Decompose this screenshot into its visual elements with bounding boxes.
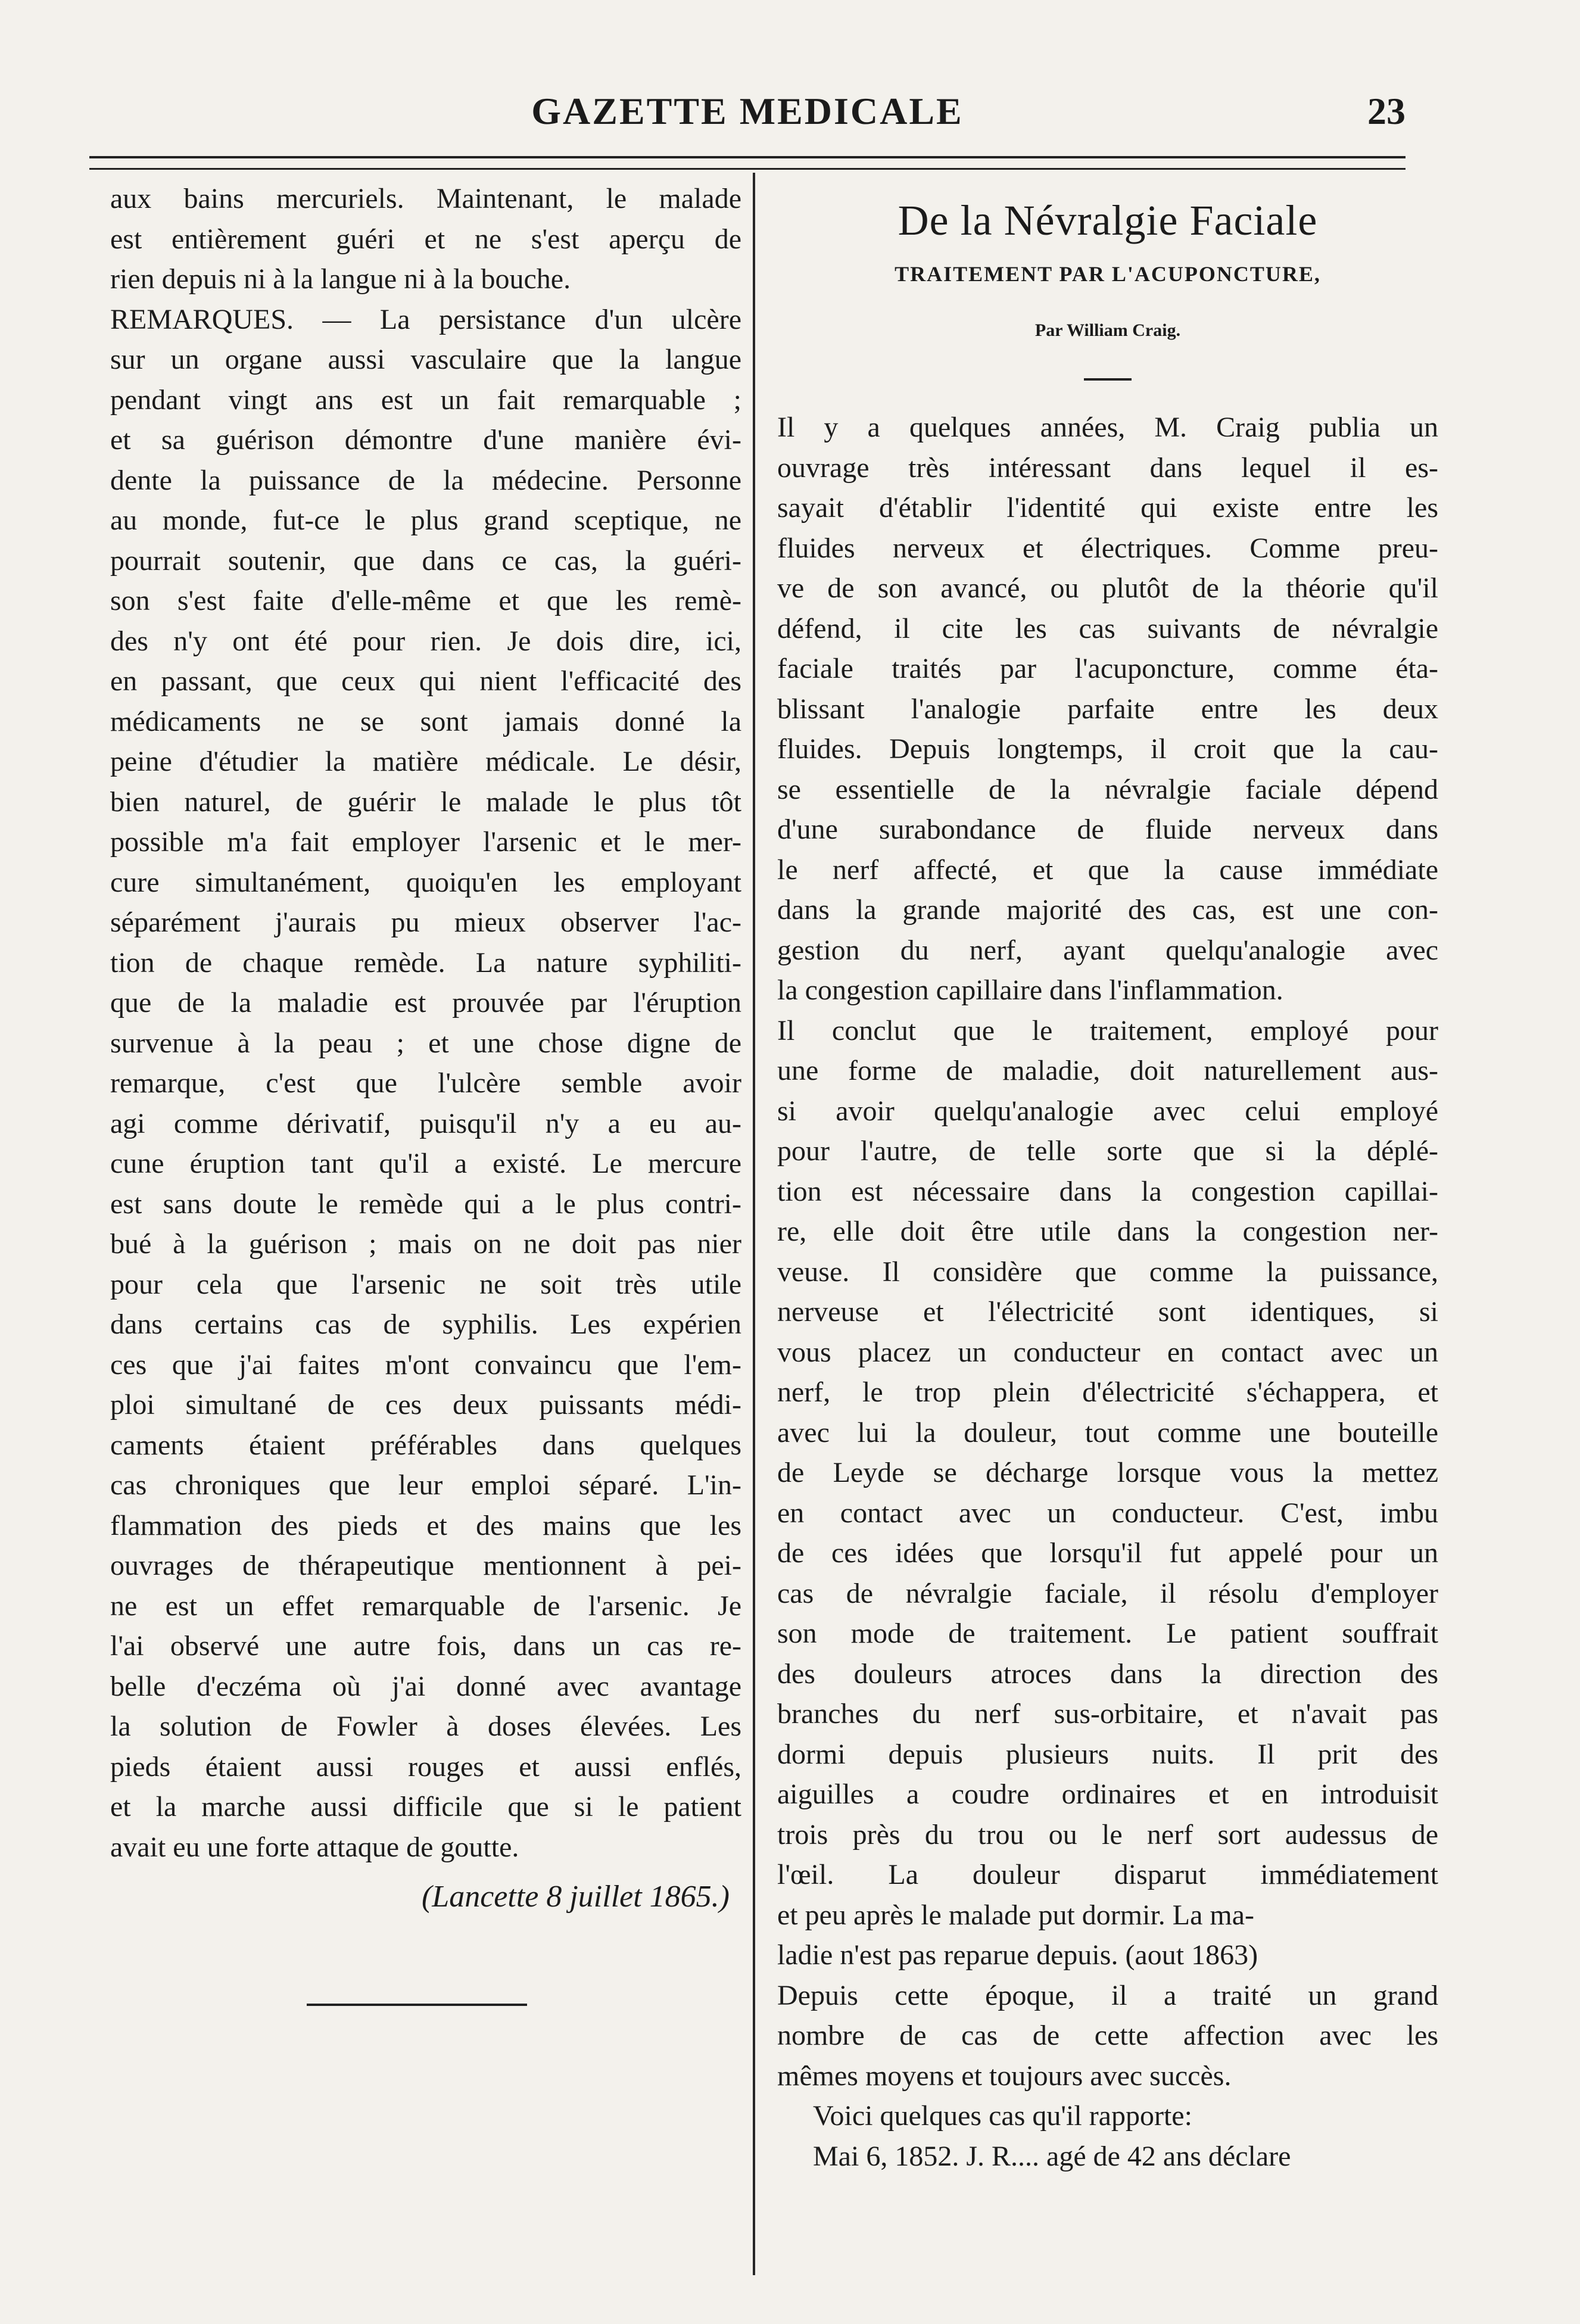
text-line: belle d'eczéma où j'ai donné avec avantage [110,1670,741,1702]
text-line: fluides. Depuis longtemps, il croit que la cau- [777,733,1438,765]
text-line: bué à la guérison ; mais on ne doit pas nier [110,1228,741,1260]
text-line: tion est nécessaire dans la congestion capillai- [777,1175,1438,1207]
text-line: mêmes moyens et toujours avec succès. [777,2060,1232,2092]
text-line: Mai 6, 1852. J. R.... agé de 42 ans déclare [813,2140,1291,2172]
text-line: Il y a quelques années, M. Craig publia un [777,412,1438,443]
text-line: tion de chaque remède. La nature syphiliti- [110,946,741,979]
text-line: caments étaient préférables dans quelques [110,1429,741,1461]
text-line: défend, il cite les cas suivants de névralgie [777,612,1438,644]
text-line: avait eu une forte attaque de goutte. [110,1831,519,1863]
text-line: nombre de cas de cette affection avec les [777,2020,1438,2051]
text-line: dans la grande majorité des cas, est une con- [777,894,1438,926]
text-line: et la marche aussi difficile que si le patient [110,1791,741,1823]
text-line: remarque, c'est que l'ulcère semble avoir [110,1067,741,1099]
text-line: pour cela que l'arsenic ne soit très utile [110,1268,741,1300]
text-line: et sa guérison démontre d'une manière évi- [110,424,741,456]
text-line: sayait d'établir l'identité qui existe entre les [777,492,1438,524]
text-line: REMARQUES. — La persistance d'un ulcère [110,303,741,335]
text-line: des n'y ont été pour rien. Je dois dire, ici, [110,625,741,657]
text-line: cas chroniques que leur emploi séparé. L'in- [110,1469,741,1501]
article-author: Par William Craig. [1034,320,1181,340]
text-line: sur un organe aussi vasculaire que la langue [110,344,741,375]
text-line: agi comme dérivatif, puisqu'il n'y a eu au- [110,1107,741,1139]
text-line: pour l'autre, de telle sorte que si la déplé- [777,1135,1438,1167]
text-line: la solution de Fowler à doses élevées. Les [110,1711,741,1742]
text-line: ploi simultané de ces deux puissants médi- [110,1389,741,1420]
text-line: cune éruption tant qu'il a existé. Le mercure [110,1148,741,1179]
text-line: ouvrages de thérapeutique mentionnent à pei- [110,1550,741,1581]
text-line: veuse. Il considère que comme la puissance, [777,1256,1438,1288]
text-line: ne est un effet remarquable de l'arsenic. Je [110,1590,741,1622]
text-line: Depuis cette époque, il a traité un grand [777,1979,1438,2011]
left-column [110,179,741,2006]
text-line: bien naturel, de guérir le malade le plus tôt [110,786,741,818]
text-line: pendant vingt ans est un fait remarquable ; [110,384,741,416]
article-subtitle: TRAITEMENT PAR L'ACUPONCTURE, [895,262,1321,286]
text-line: se essentielle de la névralgie faciale dépend [777,773,1438,805]
text-line: en passant, que ceux qui nient l'efficacité des [110,665,741,697]
end-rule [307,2004,527,2006]
header-rule [89,156,1406,170]
left-column-text [110,179,741,1867]
text-line: nerf, le trop plein d'électricité s'échappera, et [777,1376,1438,1408]
text-line: de Leyde se décharge lorsque vous la mettez [777,1457,1438,1488]
page-number: 23 [1367,90,1406,132]
text-line: branches du nerf sus-orbitaire, et n'avait pas [777,1698,1438,1730]
text-line: des douleurs atroces dans la direction des [777,1658,1438,1690]
text-line: médicaments ne se sont jamais donné la [110,705,741,737]
text-line: dente la puissance de la médecine. Personne [110,464,741,496]
text-line: peine d'étudier la matière médicale. Le désir, [110,746,741,777]
text-line: l'ai observé une autre fois, dans un cas re- [110,1630,741,1662]
text-line: blissant l'analogie parfaite entre les deux [777,693,1438,725]
text-line: cas de névralgie faciale, il résolu d'employer [777,1577,1438,1609]
text-line: re, elle doit être utile dans la congestion ner- [777,1216,1438,1247]
text-line: Voici quelques cas qu'il rapporte: [813,2100,1192,2132]
text-line: gestion du nerf, ayant quelqu'analogie avec [777,934,1438,966]
text-line: trois près du trou ou le nerf sort audessus de [777,1818,1438,1851]
text-line: vous placez un conducteur en contact avec un [777,1336,1438,1368]
text-line: survenue à la peau ; et une chose digne de [110,1027,741,1059]
text-line: pieds étaient aussi rouges et aussi enflés, [110,1750,741,1783]
text-line: rien depuis ni à la langue ni à la bouche. [110,263,571,295]
text-line: d'une surabondance de fluide nerveux dans [777,814,1438,845]
text-line: en contact avec un conducteur. C'est, imbu [777,1497,1438,1529]
text-line: une forme de maladie, doit naturellement aus- [777,1055,1438,1086]
text-line: cure simultanément, quoiqu'en les employant [110,866,741,898]
text-line: fluides nerveux et électriques. Comme preu- [777,532,1438,564]
text-line: nerveuse et l'électricité sont identiques, si [777,1296,1438,1328]
text-line: avec lui la douleur, tout comme une bouteille [777,1416,1438,1448]
text-line: flammation des pieds et des mains que les [110,1509,741,1541]
text-line: si avoir quelqu'analogie avec celui employé [777,1095,1438,1127]
column-divider [753,173,755,2275]
text-line: est entièrement guéri et ne s'est aperçu de [110,223,741,255]
text-line: ces que j'ai faites m'ont convaincu que l'em- [110,1348,741,1381]
text-line: son s'est faite d'elle-même et que les remè- [110,585,741,616]
text-line: ve de son avancé, ou plutôt de la théorie qu'il [777,572,1438,604]
text-line: ouvrage très intéressant dans lequel il es- [777,451,1438,484]
text-line: aiguilles a coudre ordinaires et en introduisit [777,1778,1438,1810]
text-line: possible m'a fait employer l'arsenic et le mer- [110,826,741,858]
text-line: son mode de traitement. Le patient souffrait [777,1618,1438,1649]
text-line: et peu après le malade put dormir. La ma- [777,1899,1255,1931]
text-line: aux bains mercuriels. Maintenant, le malade [110,183,741,214]
page-header [89,89,1406,149]
text-line: le nerf affecté, et que la cause immédiate [777,853,1438,886]
text-line: pourrait soutenir, que dans ce cas, la guéri- [110,544,741,577]
text-line: dormi depuis plusieurs nuits. Il prit des [777,1738,1438,1770]
text-line: Il conclut que le traitement, employé pour [777,1014,1438,1046]
text-line: au monde, fut-ce le plus grand sceptique, ne [110,504,741,536]
section-rule [1084,378,1132,381]
running-title: GAZETTE MEDICALE [531,90,964,132]
text-line: faciale traités par l'acuponcture, comme éta- [777,653,1438,684]
text-line: séparément j'aurais pu mieux observer l'ac- [110,906,741,938]
citation: (Lancette 8 juillet 1865.) [421,1880,730,1914]
text-line: que de la maladie est prouvée par l'éruption [110,987,741,1018]
text-line: est sans doute le remède qui a le plus contri- [110,1188,741,1220]
right-column-text [777,407,1438,2176]
article-title: De la Névralgie Faciale [897,197,1318,244]
text-line: l'œil. La douleur disparut immédiatement [777,1859,1438,1890]
text-line: la congestion capillaire dans l'inflammation. [777,974,1283,1006]
text-line: dans certains cas de syphilis. Les expérien [110,1309,741,1340]
text-line: de ces idées que lorsqu'il fut appelé pour un [777,1537,1438,1569]
right-column [777,179,1438,2176]
text-line: ladie n'est pas reparue depuis. (aout 1863) [777,1939,1258,1971]
